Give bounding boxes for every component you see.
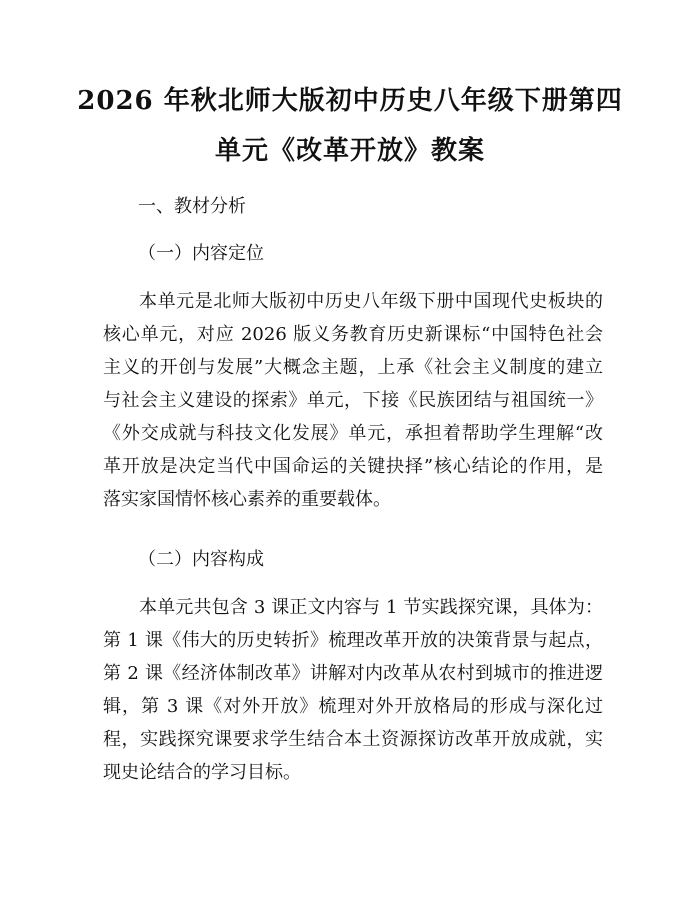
paragraph-line: 本单元共包含 3 课正文内容与 1 节实践探究课，具体为： <box>139 597 603 618</box>
paragraph-line: 第 2 课《经济体制改革》讲解对内改革从农村到城市的推进逻 <box>103 663 603 684</box>
subsection-heading-content-composition: （二）内容构成 <box>138 549 264 570</box>
paragraph-line: 革开放是决定当代中国命运的关键抉择”核心结论的作用，是 <box>103 456 603 477</box>
paragraph-line: 《外交成就与科技文化发展》单元，承担着帮助学生理解“改 <box>103 423 603 444</box>
document-title-line-2: 单元《改革开放》教案 <box>214 136 485 166</box>
document-title-line-1: 2026 年秋北师大版初中历史八年级下册第四 <box>77 86 623 116</box>
paragraph-line: 现史论结合的学习目标。 <box>103 762 301 783</box>
paragraph-line: 本单元是北师大版初中历史八年级下册中国现代史板块的 <box>139 291 603 312</box>
paragraph-line: 辑，第 3 课《对外开放》梳理对外开放格局的形成与深化过 <box>103 696 603 717</box>
paragraph-line: 程，实践探究课要求学生结合本土资源探访改革开放成就，实 <box>103 729 603 750</box>
paragraph-line: 第 1 课《伟大的历史转折》梳理改革开放的决策背景与起点， <box>103 630 603 651</box>
section-heading-textbook-analysis: 一、教材分析 <box>138 196 246 217</box>
subsection-heading-content-positioning: （一）内容定位 <box>138 243 264 264</box>
paragraph-line: 与社会主义建设的探索》单元，下接《民族团结与祖国统一》 <box>103 390 603 411</box>
paragraph-line: 落实家国情怀核心素养的重要载体。 <box>103 489 391 510</box>
paragraph-line: 核心单元，对应 2026 版义务教育历史新课标“中国特色社会 <box>103 324 603 345</box>
paragraph-line: 主义的开创与发展”大概念主题，上承《社会主义制度的建立 <box>103 357 603 378</box>
